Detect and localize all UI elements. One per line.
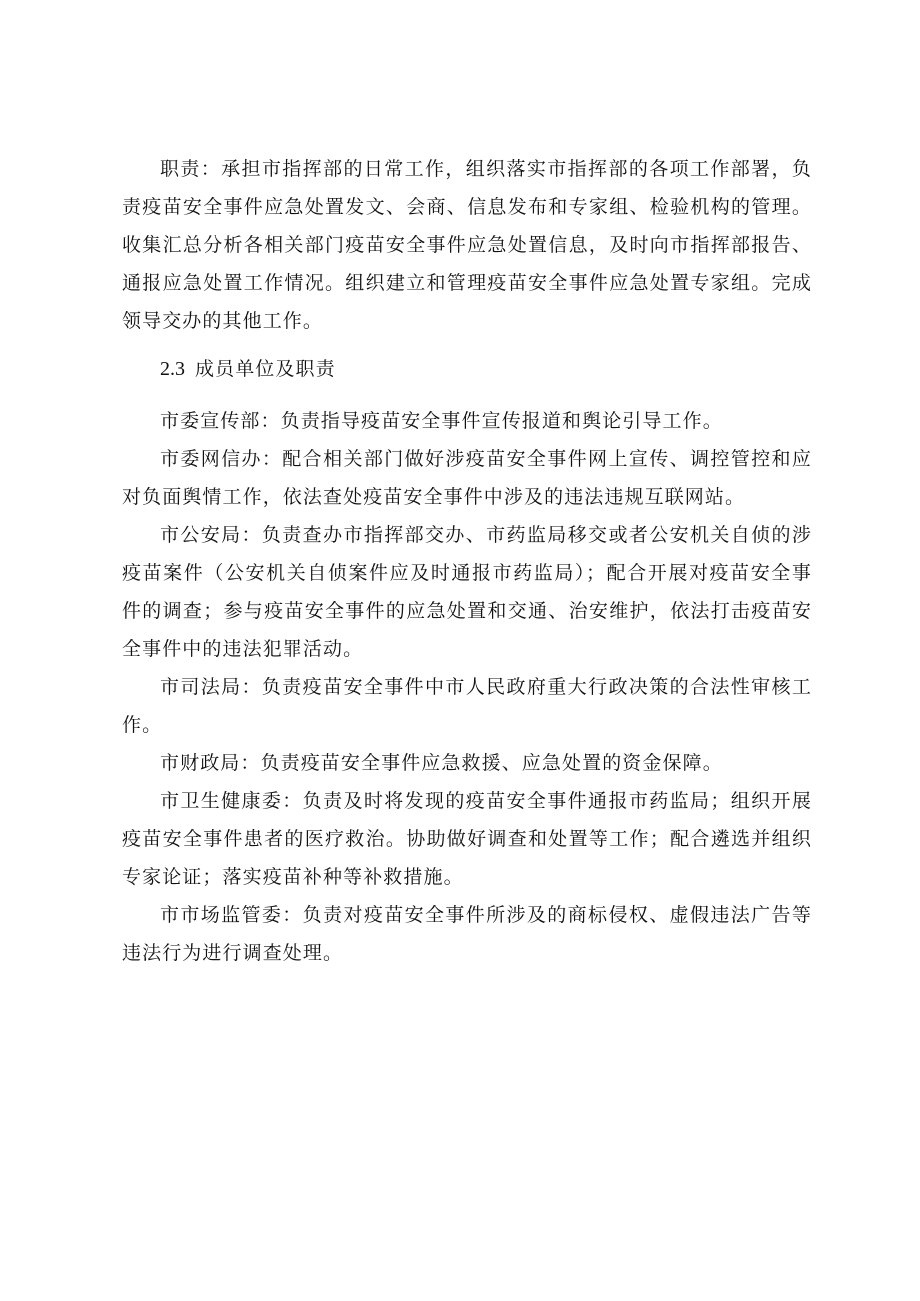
paragraph-justice-bureau: 市司法局：负责疫苗安全事件中市人民政府重大行政决策的合法性审核工作。 — [122, 676, 812, 736]
paragraph-public-security: 市公安局：负责查办市指挥部交办、市药监局移交或者公安机关自侦的涉疫苗案件（公安机关自侦案件应及时通报市药监局）；配合开展对疫苗安全事件的调查；参与疫苗安全事件的应急处置和交通、治安维护，依法打击疫苗安全事件中的违法犯罪活动。 — [122, 524, 812, 660]
intro-paragraph: 职责：承担市指挥部的日常工作，组织落实市指挥部的各项工作部署，负责疫苗安全事件应急处置发文、会商、信息发布和专家组、检验机构的管理。收集汇总分析各相关部门疫苗安全事件应急处置信息，及时向市指挥部报告、通报应急处置工作情况。组织建立和管理疫苗安全事件应急处置专家组。完成领导交办的其他工作。 — [122, 158, 812, 332]
paragraph-cyberspace-office: 市委网信办：配合相关部门做好涉疫苗安全事件网上宣传、调控管控和应对负面舆情工作，依法查处疫苗安全事件中涉及的违法违规互联网站。 — [122, 448, 812, 508]
section-title: 成员单位及职责 — [195, 358, 336, 380]
paragraph-finance-bureau: 市财政局：负责疫苗安全事件应急救援、应急处置的资金保障。 — [160, 752, 723, 774]
paragraph-propaganda-dept: 市委宣传部：负责指导疫苗安全事件宣传报道和舆论引导工作。 — [160, 410, 723, 432]
document-body — [122, 150, 812, 972]
section-number: 2.3 — [160, 358, 185, 380]
paragraph-market-regulation: 市市场监管委：负责对疫苗安全事件所涉及的商标侵权、虚假违法广告等违法行为进行调查处理。 — [122, 904, 812, 964]
section-heading — [122, 350, 812, 388]
paragraph-health-commission: 市卫生健康委：负责及时将发现的疫苗安全事件通报市药监局；组织开展疫苗安全事件患者的医疗救治。协助做好调查和处置等工作；配合遴选并组织专家论证；落实疫苗补种等补救措施。 — [122, 790, 812, 888]
